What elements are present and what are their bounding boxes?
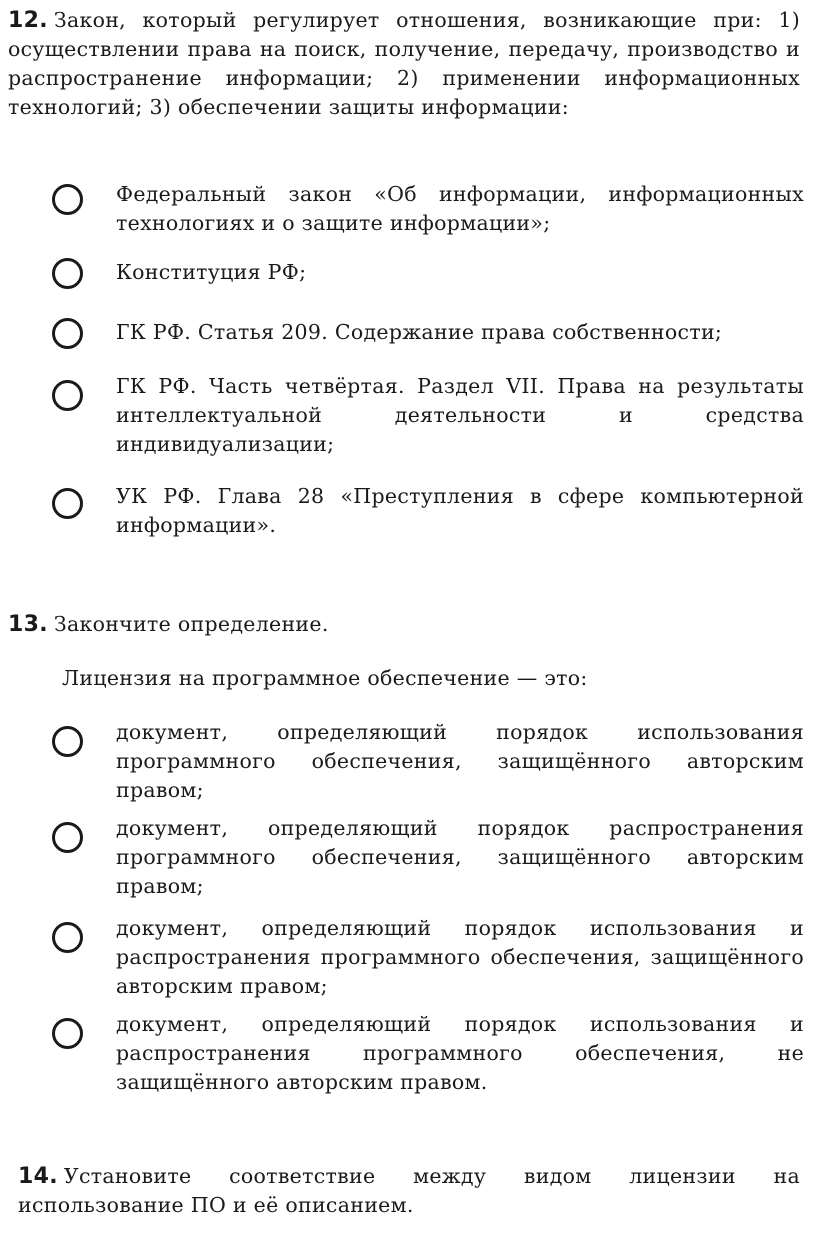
question-number: 14. (18, 1164, 58, 1189)
question-number: 13. (8, 612, 48, 637)
radio-button[interactable] (52, 488, 83, 519)
question-13 (8, 610, 800, 639)
answer-option[interactable] (52, 180, 804, 238)
option-text: Конституция РФ; (116, 260, 307, 284)
answer-option[interactable] (52, 258, 804, 287)
radio-button[interactable] (52, 184, 83, 215)
option-text: документ, определяющий порядок использования программного обеспечения, защищённого авторским правом; (116, 720, 804, 802)
question-number: 12. (8, 8, 48, 33)
question-text: Закон, который регулирует отношения, возникающие при: 1) осуществлении права на поиск, получение, передачу, производство и распространение информации; 2) применении информационных технологий; 3) обеспечении защиты информации: (8, 8, 800, 119)
radio-button[interactable] (52, 822, 83, 853)
option-text: УК РФ. Глава 28 «Преступления в сфере компьютерной информации». (116, 484, 804, 537)
answer-option[interactable] (52, 718, 804, 805)
radio-button[interactable] (52, 1018, 83, 1049)
answer-option[interactable] (52, 814, 804, 901)
question-text: Установите соответствие между видом лицензии на использование ПО и её описанием. (18, 1164, 800, 1217)
radio-button[interactable] (52, 726, 83, 757)
answer-option[interactable] (52, 914, 804, 1001)
definition-lead: Лицензия на программное обеспечение — это: (62, 666, 588, 690)
question-text: Закончите определение. (53, 612, 329, 636)
answer-option[interactable] (52, 318, 804, 347)
option-text: ГК РФ. Статья 209. Содержание права собственности; (116, 320, 723, 344)
radio-button[interactable] (52, 318, 83, 349)
answer-option[interactable] (52, 1010, 804, 1097)
option-text: документ, определяющий порядок использования и распространения программного обеспечения, не защищённого авторским правом. (116, 1012, 804, 1094)
radio-button[interactable] (52, 922, 83, 953)
question-14 (18, 1162, 800, 1220)
option-text: документ, определяющий порядок использования и распространения программного обеспечения, защищённого авторским правом; (116, 916, 804, 998)
option-text: документ, определяющий порядок распространения программного обеспечения, защищённого авторским правом; (116, 816, 804, 898)
question-12 (8, 6, 800, 122)
answer-option[interactable] (52, 372, 804, 459)
option-text: Федеральный закон «Об информации, информационных технологиях и о защите информации»; (116, 182, 804, 235)
answer-option[interactable] (52, 482, 804, 540)
radio-button[interactable] (52, 380, 83, 411)
radio-button[interactable] (52, 258, 83, 289)
option-text: ГК РФ. Часть четвёртая. Раздел VII. Права на результаты интеллектуальной деятельности и средства индивидуализации; (116, 374, 804, 456)
